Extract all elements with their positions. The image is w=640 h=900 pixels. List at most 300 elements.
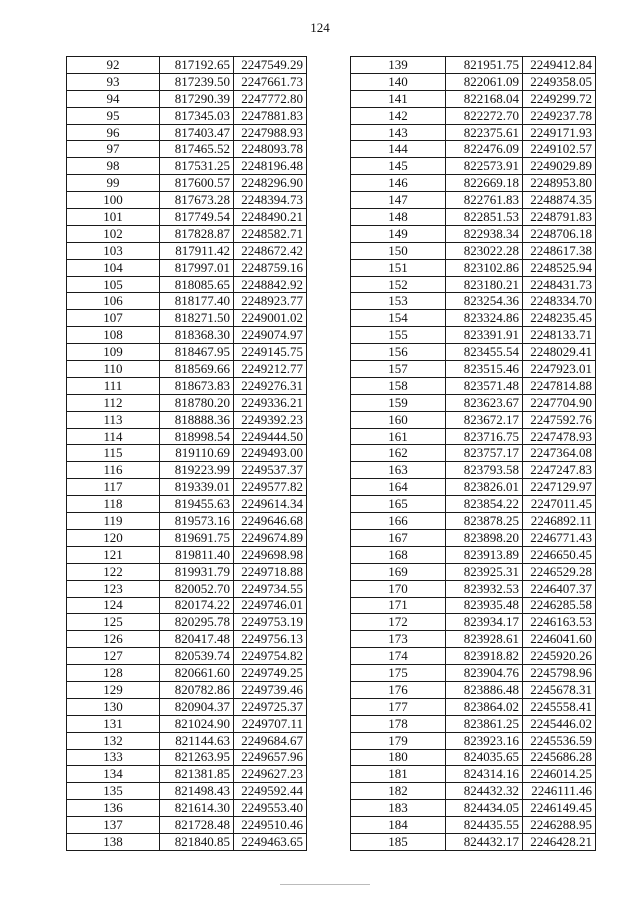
point-number-cell: 107 [67, 310, 160, 327]
y-coordinate-cell: 2249734.55 [234, 580, 307, 597]
x-coordinate-cell: 821951.75 [446, 57, 523, 74]
y-coordinate-cell: 2247364.08 [523, 445, 596, 462]
table-row [67, 563, 307, 580]
table-row [67, 344, 307, 361]
x-coordinate-cell: 820782.86 [160, 681, 234, 698]
point-number-cell: 171 [351, 597, 446, 614]
y-coordinate-cell: 2248842.92 [234, 276, 307, 293]
table-row [67, 681, 307, 698]
x-coordinate-cell: 818271.50 [160, 310, 234, 327]
x-coordinate-cell: 823923.16 [446, 732, 523, 749]
x-coordinate-cell: 824432.32 [446, 783, 523, 800]
table-row [67, 310, 307, 327]
point-number-cell: 159 [351, 394, 446, 411]
x-coordinate-cell: 823180.21 [446, 276, 523, 293]
y-coordinate-cell: 2248706.18 [523, 225, 596, 242]
x-coordinate-cell: 823455.54 [446, 344, 523, 361]
point-number-cell: 134 [67, 766, 160, 783]
table-row [351, 394, 596, 411]
table-row [351, 310, 596, 327]
point-number-cell: 154 [351, 310, 446, 327]
table-row [351, 479, 596, 496]
point-number-cell: 161 [351, 428, 446, 445]
y-coordinate-cell: 2247592.76 [523, 411, 596, 428]
table-row [67, 783, 307, 800]
point-number-cell: 155 [351, 327, 446, 344]
table-row [67, 73, 307, 90]
y-coordinate-cell: 2247661.73 [234, 73, 307, 90]
y-coordinate-cell: 2247814.88 [523, 377, 596, 394]
point-number-cell: 103 [67, 242, 160, 259]
x-coordinate-cell: 820661.60 [160, 665, 234, 682]
table-row [351, 73, 596, 90]
x-coordinate-cell: 823878.25 [446, 513, 523, 530]
table-row [351, 259, 596, 276]
table-row [67, 377, 307, 394]
table-row [67, 766, 307, 783]
x-coordinate-cell: 817403.47 [160, 124, 234, 141]
table-row [351, 377, 596, 394]
table-row [67, 327, 307, 344]
y-coordinate-cell: 2249756.13 [234, 631, 307, 648]
table-row [351, 428, 596, 445]
point-number-cell: 157 [351, 361, 446, 378]
point-number-cell: 120 [67, 529, 160, 546]
table-row [67, 361, 307, 378]
y-coordinate-cell: 2246288.95 [523, 817, 596, 834]
table-row [351, 158, 596, 175]
table-row [351, 175, 596, 192]
y-coordinate-cell: 2248235.45 [523, 310, 596, 327]
point-number-cell: 184 [351, 817, 446, 834]
y-coordinate-cell: 2246149.45 [523, 800, 596, 817]
x-coordinate-cell: 823928.61 [446, 631, 523, 648]
point-number-cell: 113 [67, 411, 160, 428]
y-coordinate-cell: 2245536.59 [523, 732, 596, 749]
x-coordinate-cell: 820052.70 [160, 580, 234, 597]
y-coordinate-cell: 2249749.25 [234, 665, 307, 682]
table-row [351, 192, 596, 209]
point-number-cell: 138 [67, 833, 160, 850]
y-coordinate-cell: 2249707.11 [234, 715, 307, 732]
y-coordinate-cell: 2247988.93 [234, 124, 307, 141]
point-number-cell: 123 [67, 580, 160, 597]
table-row [351, 496, 596, 513]
coordinates-table-left [66, 56, 307, 851]
x-coordinate-cell: 823102.86 [446, 259, 523, 276]
table-row [351, 665, 596, 682]
point-number-cell: 175 [351, 665, 446, 682]
y-coordinate-cell: 2249102.57 [523, 141, 596, 158]
y-coordinate-cell: 2247704.90 [523, 394, 596, 411]
table-row [67, 411, 307, 428]
y-coordinate-cell: 2249001.02 [234, 310, 307, 327]
x-coordinate-cell: 823391.91 [446, 327, 523, 344]
y-coordinate-cell: 2249412.84 [523, 57, 596, 74]
x-coordinate-cell: 824035.65 [446, 749, 523, 766]
y-coordinate-cell: 2249463.65 [234, 833, 307, 850]
table-row [351, 361, 596, 378]
x-coordinate-cell: 822375.61 [446, 124, 523, 141]
point-number-cell: 109 [67, 344, 160, 361]
y-coordinate-cell: 2248759.16 [234, 259, 307, 276]
table-row [351, 57, 596, 74]
x-coordinate-cell: 823571.48 [446, 377, 523, 394]
x-coordinate-cell: 819573.16 [160, 513, 234, 530]
point-number-cell: 96 [67, 124, 160, 141]
x-coordinate-cell: 824314.16 [446, 766, 523, 783]
table-row [67, 192, 307, 209]
table-row [67, 141, 307, 158]
table-row [67, 546, 307, 563]
point-number-cell: 115 [67, 445, 160, 462]
x-coordinate-cell: 823898.20 [446, 529, 523, 546]
y-coordinate-cell: 2247549.29 [234, 57, 307, 74]
table-row [67, 90, 307, 107]
x-coordinate-cell: 817345.03 [160, 107, 234, 124]
x-coordinate-cell: 820295.78 [160, 614, 234, 631]
y-coordinate-cell: 2249592.44 [234, 783, 307, 800]
point-number-cell: 93 [67, 73, 160, 90]
point-number-cell: 100 [67, 192, 160, 209]
table-row [351, 597, 596, 614]
table-row [351, 698, 596, 715]
y-coordinate-cell: 2247923.01 [523, 361, 596, 378]
point-number-cell: 179 [351, 732, 446, 749]
x-coordinate-cell: 823515.46 [446, 361, 523, 378]
y-coordinate-cell: 2249674.89 [234, 529, 307, 546]
y-coordinate-cell: 2247247.83 [523, 462, 596, 479]
point-number-cell: 173 [351, 631, 446, 648]
x-coordinate-cell: 823913.89 [446, 546, 523, 563]
x-coordinate-cell: 819339.01 [160, 479, 234, 496]
point-number-cell: 142 [351, 107, 446, 124]
point-number-cell: 151 [351, 259, 446, 276]
point-number-cell: 160 [351, 411, 446, 428]
x-coordinate-cell: 818177.40 [160, 293, 234, 310]
y-coordinate-cell: 2247881.83 [234, 107, 307, 124]
table-row [67, 732, 307, 749]
point-number-cell: 148 [351, 209, 446, 226]
point-number-cell: 170 [351, 580, 446, 597]
x-coordinate-cell: 822669.18 [446, 175, 523, 192]
y-coordinate-cell: 2249299.72 [523, 90, 596, 107]
table-row [67, 209, 307, 226]
table-row [351, 800, 596, 817]
x-coordinate-cell: 819691.75 [160, 529, 234, 546]
point-number-cell: 136 [67, 800, 160, 817]
x-coordinate-cell: 823904.76 [446, 665, 523, 682]
point-number-cell: 135 [67, 783, 160, 800]
point-number-cell: 129 [67, 681, 160, 698]
y-coordinate-cell: 2248490.21 [234, 209, 307, 226]
point-number-cell: 163 [351, 462, 446, 479]
y-coordinate-cell: 2248791.83 [523, 209, 596, 226]
point-number-cell: 183 [351, 800, 446, 817]
point-number-cell: 165 [351, 496, 446, 513]
point-number-cell: 110 [67, 361, 160, 378]
y-coordinate-cell: 2245678.31 [523, 681, 596, 698]
table-row [351, 462, 596, 479]
coordinates-table-right [350, 56, 596, 851]
x-coordinate-cell: 819931.79 [160, 563, 234, 580]
y-coordinate-cell: 2246892.11 [523, 513, 596, 530]
table-row [67, 580, 307, 597]
y-coordinate-cell: 2249212.77 [234, 361, 307, 378]
y-coordinate-cell: 2249577.82 [234, 479, 307, 496]
y-coordinate-cell: 2249657.96 [234, 749, 307, 766]
table-row [351, 580, 596, 597]
table-row [351, 749, 596, 766]
point-number-cell: 118 [67, 496, 160, 513]
table-row [351, 783, 596, 800]
point-number-cell: 133 [67, 749, 160, 766]
x-coordinate-cell: 821728.48 [160, 817, 234, 834]
point-number-cell: 105 [67, 276, 160, 293]
x-coordinate-cell: 822061.09 [446, 73, 523, 90]
table-row [67, 107, 307, 124]
table-row [67, 631, 307, 648]
table-row [67, 800, 307, 817]
table-row [351, 732, 596, 749]
x-coordinate-cell: 824434.05 [446, 800, 523, 817]
table-row [351, 529, 596, 546]
y-coordinate-cell: 2248874.35 [523, 192, 596, 209]
y-coordinate-cell: 2248953.80 [523, 175, 596, 192]
y-coordinate-cell: 2249739.46 [234, 681, 307, 698]
x-coordinate-cell: 821024.90 [160, 715, 234, 732]
y-coordinate-cell: 2249753.19 [234, 614, 307, 631]
point-number-cell: 140 [351, 73, 446, 90]
y-coordinate-cell: 2246407.37 [523, 580, 596, 597]
point-number-cell: 178 [351, 715, 446, 732]
point-number-cell: 145 [351, 158, 446, 175]
y-coordinate-cell: 2249553.40 [234, 800, 307, 817]
y-coordinate-cell: 2247478.93 [523, 428, 596, 445]
point-number-cell: 126 [67, 631, 160, 648]
y-coordinate-cell: 2246650.45 [523, 546, 596, 563]
point-number-cell: 94 [67, 90, 160, 107]
x-coordinate-cell: 819223.99 [160, 462, 234, 479]
table-row [351, 817, 596, 834]
x-coordinate-cell: 817673.28 [160, 192, 234, 209]
y-coordinate-cell: 2249358.05 [523, 73, 596, 90]
table-row [67, 428, 307, 445]
x-coordinate-cell: 818673.83 [160, 377, 234, 394]
table-row [67, 698, 307, 715]
y-coordinate-cell: 2246163.53 [523, 614, 596, 631]
point-number-cell: 143 [351, 124, 446, 141]
table-row [351, 715, 596, 732]
y-coordinate-cell: 2246428.21 [523, 833, 596, 850]
table-row [67, 665, 307, 682]
x-coordinate-cell: 821263.95 [160, 749, 234, 766]
point-number-cell: 122 [67, 563, 160, 580]
point-number-cell: 166 [351, 513, 446, 530]
table-row [67, 293, 307, 310]
y-coordinate-cell: 2249646.68 [234, 513, 307, 530]
table-row [351, 513, 596, 530]
y-coordinate-cell: 2246014.25 [523, 766, 596, 783]
y-coordinate-cell: 2249237.78 [523, 107, 596, 124]
x-coordinate-cell: 817192.65 [160, 57, 234, 74]
y-coordinate-cell: 2247772.80 [234, 90, 307, 107]
point-number-cell: 158 [351, 377, 446, 394]
x-coordinate-cell: 817290.39 [160, 90, 234, 107]
table-row [351, 833, 596, 850]
table-row [351, 411, 596, 428]
y-coordinate-cell: 2249754.82 [234, 648, 307, 665]
point-number-cell: 121 [67, 546, 160, 563]
table-row [67, 648, 307, 665]
y-coordinate-cell: 2249493.00 [234, 445, 307, 462]
y-coordinate-cell: 2249684.67 [234, 732, 307, 749]
x-coordinate-cell: 822168.04 [446, 90, 523, 107]
point-number-cell: 147 [351, 192, 446, 209]
x-coordinate-cell: 818569.66 [160, 361, 234, 378]
point-number-cell: 131 [67, 715, 160, 732]
table-row [351, 225, 596, 242]
x-coordinate-cell: 823672.17 [446, 411, 523, 428]
table-row [351, 614, 596, 631]
table-row [351, 124, 596, 141]
y-coordinate-cell: 2249746.01 [234, 597, 307, 614]
x-coordinate-cell: 820174.22 [160, 597, 234, 614]
x-coordinate-cell: 823861.25 [446, 715, 523, 732]
point-number-cell: 149 [351, 225, 446, 242]
y-coordinate-cell: 2248582.71 [234, 225, 307, 242]
x-coordinate-cell: 820417.48 [160, 631, 234, 648]
point-number-cell: 128 [67, 665, 160, 682]
y-coordinate-cell: 2248431.73 [523, 276, 596, 293]
x-coordinate-cell: 823022.28 [446, 242, 523, 259]
x-coordinate-cell: 817997.01 [160, 259, 234, 276]
y-coordinate-cell: 2249145.75 [234, 344, 307, 361]
y-coordinate-cell: 2248296.90 [234, 175, 307, 192]
point-number-cell: 102 [67, 225, 160, 242]
y-coordinate-cell: 2249627.23 [234, 766, 307, 783]
table-row [351, 445, 596, 462]
x-coordinate-cell: 821144.63 [160, 732, 234, 749]
point-number-cell: 146 [351, 175, 446, 192]
footer-divider [280, 884, 370, 885]
y-coordinate-cell: 2245686.28 [523, 749, 596, 766]
table-left-body [67, 57, 307, 851]
point-number-cell: 139 [351, 57, 446, 74]
table-row [351, 766, 596, 783]
point-number-cell: 137 [67, 817, 160, 834]
point-number-cell: 176 [351, 681, 446, 698]
y-coordinate-cell: 2248672.42 [234, 242, 307, 259]
table-row [351, 681, 596, 698]
y-coordinate-cell: 2248923.77 [234, 293, 307, 310]
y-coordinate-cell: 2248617.38 [523, 242, 596, 259]
table-row [67, 479, 307, 496]
point-number-cell: 99 [67, 175, 160, 192]
table-row [67, 817, 307, 834]
table-row [67, 394, 307, 411]
y-coordinate-cell: 2248394.73 [234, 192, 307, 209]
point-number-cell: 169 [351, 563, 446, 580]
x-coordinate-cell: 821381.85 [160, 766, 234, 783]
y-coordinate-cell: 2249725.37 [234, 698, 307, 715]
point-number-cell: 156 [351, 344, 446, 361]
point-number-cell: 144 [351, 141, 446, 158]
x-coordinate-cell: 820539.74 [160, 648, 234, 665]
x-coordinate-cell: 817828.87 [160, 225, 234, 242]
point-number-cell: 117 [67, 479, 160, 496]
table-row [351, 327, 596, 344]
y-coordinate-cell: 2248133.71 [523, 327, 596, 344]
y-coordinate-cell: 2245558.41 [523, 698, 596, 715]
point-number-cell: 132 [67, 732, 160, 749]
x-coordinate-cell: 818467.95 [160, 344, 234, 361]
y-coordinate-cell: 2247011.45 [523, 496, 596, 513]
x-coordinate-cell: 823793.58 [446, 462, 523, 479]
point-number-cell: 98 [67, 158, 160, 175]
table-row [67, 242, 307, 259]
y-coordinate-cell: 2249718.88 [234, 563, 307, 580]
x-coordinate-cell: 824432.17 [446, 833, 523, 850]
table-row [67, 715, 307, 732]
y-coordinate-cell: 2249336.21 [234, 394, 307, 411]
x-coordinate-cell: 822851.53 [446, 209, 523, 226]
x-coordinate-cell: 817911.42 [160, 242, 234, 259]
point-number-cell: 116 [67, 462, 160, 479]
y-coordinate-cell: 2246529.28 [523, 563, 596, 580]
x-coordinate-cell: 818998.54 [160, 428, 234, 445]
x-coordinate-cell: 817531.25 [160, 158, 234, 175]
y-coordinate-cell: 2249276.31 [234, 377, 307, 394]
x-coordinate-cell: 823254.36 [446, 293, 523, 310]
point-number-cell: 141 [351, 90, 446, 107]
point-number-cell: 181 [351, 766, 446, 783]
y-coordinate-cell: 2248029.41 [523, 344, 596, 361]
x-coordinate-cell: 823932.53 [446, 580, 523, 597]
y-coordinate-cell: 2249510.46 [234, 817, 307, 834]
point-number-cell: 106 [67, 293, 160, 310]
point-number-cell: 180 [351, 749, 446, 766]
table-row [351, 141, 596, 158]
table-row [67, 833, 307, 850]
table-row [67, 57, 307, 74]
x-coordinate-cell: 819455.63 [160, 496, 234, 513]
x-coordinate-cell: 819811.40 [160, 546, 234, 563]
x-coordinate-cell: 817239.50 [160, 73, 234, 90]
x-coordinate-cell: 823864.02 [446, 698, 523, 715]
y-coordinate-cell: 2248196.48 [234, 158, 307, 175]
x-coordinate-cell: 823935.48 [446, 597, 523, 614]
point-number-cell: 152 [351, 276, 446, 293]
x-coordinate-cell: 818368.30 [160, 327, 234, 344]
x-coordinate-cell: 822761.83 [446, 192, 523, 209]
x-coordinate-cell: 820904.37 [160, 698, 234, 715]
y-coordinate-cell: 2248334.70 [523, 293, 596, 310]
point-number-cell: 185 [351, 833, 446, 850]
table-row [67, 124, 307, 141]
x-coordinate-cell: 823925.31 [446, 563, 523, 580]
x-coordinate-cell: 821840.85 [160, 833, 234, 850]
point-number-cell: 119 [67, 513, 160, 530]
x-coordinate-cell: 817600.57 [160, 175, 234, 192]
table-row [67, 749, 307, 766]
point-number-cell: 108 [67, 327, 160, 344]
point-number-cell: 164 [351, 479, 446, 496]
table-row [67, 496, 307, 513]
point-number-cell: 153 [351, 293, 446, 310]
table-row [351, 209, 596, 226]
x-coordinate-cell: 822573.91 [446, 158, 523, 175]
